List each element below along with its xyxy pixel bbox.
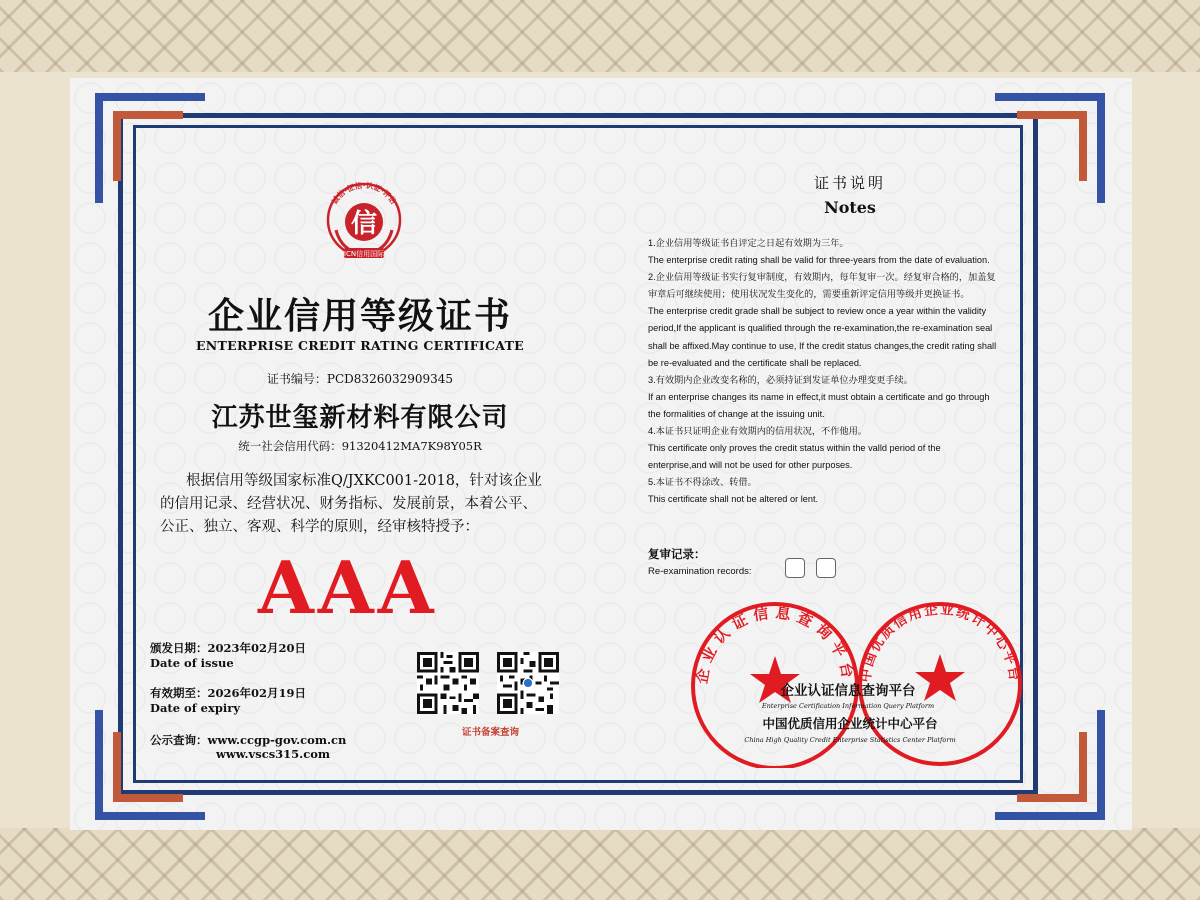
seal2-center-text: 中国优质信用企业统计中心平台 xyxy=(762,716,938,731)
seal2-center-text-en: China High Quality Credit Enterprise Statistics Center Platform xyxy=(744,736,956,744)
svg-text:中国优质信用企业统计中心平台: 中国优质信用企业统计中心平台 xyxy=(857,601,1023,684)
company-name: 江苏世玺新材料有限公司 xyxy=(211,403,509,433)
decorative-band-bottom xyxy=(0,828,1200,900)
notes-line: The enterprise credit rating shall be valid for three-years from the date of evaluation. xyxy=(648,255,990,266)
certificate-title-en: ENTERPRISE CREDIT RATING CERTIFICATE xyxy=(195,338,525,353)
unified-social-credit-code: 统一社会信用代码：91320412MA7K98Y05R xyxy=(238,439,482,453)
notes-line: 5.本证书不得涂改、转借。 xyxy=(648,477,757,488)
notes-line: The enterprise credit grade shall be subject to review once a year within the validity xyxy=(648,306,987,317)
notes-title-cn: 证书说明 xyxy=(813,174,886,192)
svg-text:信: 信 xyxy=(350,209,378,239)
certificate-title-cn: 企业信用等级证书 xyxy=(207,295,512,337)
reexam-record-box xyxy=(785,558,805,578)
notes-line: shall be affixed.May continue to use, If the credit status changes,the credit rating shall xyxy=(648,340,997,351)
qr-code-icon xyxy=(417,652,479,714)
reexam-label-en: Re-examination records: xyxy=(648,566,752,577)
expiry-date: 有效期至：2026年02月19日 xyxy=(150,686,307,700)
notes-line: 3.有效期内企业改变名称的，必须持证到发证单位办理变更手续。 xyxy=(648,374,913,385)
notes-line: This certificate only proves the credit status within the valld period of the xyxy=(648,443,941,454)
seal1-center-text-en: Enterprise Certification Information Query Platform xyxy=(761,702,935,710)
certificate-body-text xyxy=(160,470,580,539)
qr-code-icon xyxy=(497,652,559,714)
corner-ornament-top-left xyxy=(95,93,205,203)
notes-list xyxy=(648,235,1028,509)
official-seals xyxy=(680,598,1040,768)
notes-line: 审章后可继续使用；使用状况发生变化的，需要重新评定信用等级并更换证书。 xyxy=(648,289,970,300)
notes-line: This certificate shall not be altered or lent. xyxy=(648,494,819,505)
certificate-number: 证书编号：PCD8326032909345 xyxy=(266,372,454,386)
notes-line: 1.企业信用等级证书自评定之日起有效期为三年。 xyxy=(648,238,849,248)
notes-line: 2.企业信用等级证书实行复审制度，有效期内，每年复审一次。经复审合格的，加盖复 xyxy=(648,272,996,283)
decorative-band-top xyxy=(0,0,1200,72)
svg-text:诚信·征信·认证·评估: 诚信·征信·认证·评估 xyxy=(329,180,399,206)
issue-date: 颁发日期：2023年02月20日 xyxy=(150,641,307,655)
reexam-record-box xyxy=(816,558,836,578)
notes-title-en: Notes xyxy=(824,198,876,217)
notes-line: If an enterprise changes its name in effect,it must obtain a certificate and go through xyxy=(648,391,990,402)
credit-logo-emblem xyxy=(314,172,414,262)
notes-line: 4.本证书只证明企业有效期内的信用状况，不作他用。 xyxy=(648,426,867,437)
svg-text:企业认证信息查询平台: 企业认证信息查询平台 xyxy=(692,603,858,686)
issue-date-en: Date of issue xyxy=(150,656,234,670)
reexam-label-cn: 复审记录： xyxy=(648,547,706,561)
qr-caption: 证书备案查询 xyxy=(461,727,519,738)
body-line: 的信用记录、经营状况、财务指标、发展前景，本着公平、 xyxy=(160,496,537,512)
notes-line: the formalities of change at the issuing unit. xyxy=(648,408,825,419)
body-line: 根据信用等级国家标准Q/JXKC001-2018，针对该企业 xyxy=(186,473,542,489)
notes-line: period,If the applicant is qualified through the re-examination,the re-examination seal xyxy=(648,323,993,334)
expiry-date-en: Date of expiry xyxy=(150,701,241,715)
seal1-center-text: 企业认证信息查询平台 xyxy=(780,683,916,699)
public-query-url: 公示查询：www.ccgp-gov.com.cn xyxy=(150,733,347,747)
body-line: 公正、独立、客观、科学的原则，经审核特授予： xyxy=(160,519,479,535)
public-query-url-2: www.vscs315.com xyxy=(216,747,331,761)
svg-text:ICN信用国际: ICN信用国际 xyxy=(343,250,385,258)
notes-line: enterprise,and will not be used for other purposes. xyxy=(648,460,853,471)
credit-grade: AAA xyxy=(258,545,438,630)
corner-ornament-bottom-left xyxy=(95,710,205,820)
notes-line: be re-evaluated and the certificate shall be replaced. xyxy=(648,357,862,368)
